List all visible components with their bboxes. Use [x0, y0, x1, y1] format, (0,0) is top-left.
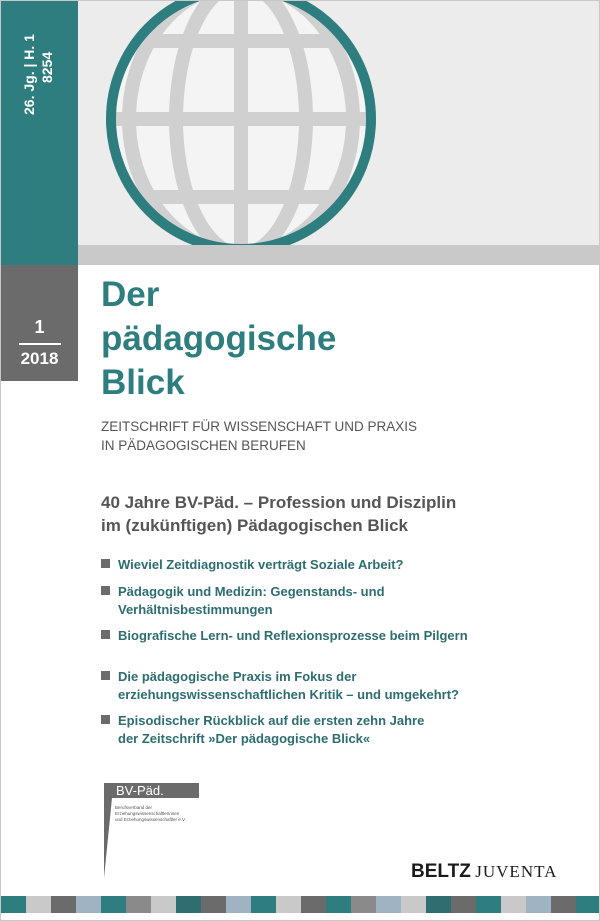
association-logo [104, 783, 208, 878]
article-item: Pädagogik und Medizin: Gegenstands- und Verhältnisbestimmungen [101, 583, 385, 619]
issue-number: 1 [34, 317, 45, 337]
stripe-segment [426, 896, 451, 913]
stripe-segment [476, 896, 501, 913]
square-bullet-icon [101, 559, 110, 568]
issue-year: 2018 [20, 349, 59, 368]
color-stripe [1, 896, 600, 913]
issue-divider [19, 343, 61, 345]
stripe-segment [526, 896, 551, 913]
association-name: BV-Päd. [116, 783, 164, 798]
stripe-segment [226, 896, 251, 913]
stripe-segment [176, 896, 201, 913]
stripe-segment [326, 896, 351, 913]
square-bullet-icon [101, 630, 110, 639]
stripe-segment [76, 896, 101, 913]
stripe-segment [151, 896, 176, 913]
stripe-segment [276, 896, 301, 913]
article-item: Die pädagogische Praxis im Fokus der erziehungswissenschaftlichen Kritik – und umgekehrt? [101, 668, 459, 704]
spine-text [1, 15, 78, 125]
divider-bar [78, 245, 600, 265]
square-bullet-icon [101, 715, 110, 724]
globe-icon [78, 1, 600, 245]
stripe-segment [451, 896, 476, 913]
article-item: Biografische Lern- und Reflexionsprozesse beim Pilgern [101, 627, 468, 645]
stripe-segment [1, 896, 26, 913]
volume-issue-label: 26. Jg. | H. 1 [21, 34, 37, 115]
stripe-segment [376, 896, 401, 913]
stripe-segment [351, 896, 376, 913]
stripe-segment [501, 896, 526, 913]
spine-block [1, 1, 78, 265]
article-item: Episodischer Rückblick auf die ersten zehn Jahre der Zeitschrift »Der pädagogische Blick« [101, 712, 424, 748]
stripe-segment [126, 896, 151, 913]
issn-label: 8254 [39, 51, 55, 83]
square-bullet-icon [101, 671, 110, 680]
article-item: Wieviel Zeitdiagnostik verträgt Soziale Arbeit? [101, 556, 403, 574]
stripe-segment [251, 896, 276, 913]
stripe-segment [26, 896, 51, 913]
stripe-segment [201, 896, 226, 913]
stripe-segment [576, 896, 600, 913]
stripe-segment [51, 896, 76, 913]
stripe-segment [101, 896, 126, 913]
square-bullet-icon [101, 586, 110, 595]
stripe-segment [401, 896, 426, 913]
stripe-segment [551, 896, 576, 913]
journal-subtitle: ZEITSCHRIFT FÜR WISSENSCHAFT UND PRAXIS IN PÄDAGOGISCHEN BERUFEN [101, 419, 418, 453]
journal-title: Der pädagogische Blick [101, 275, 337, 402]
stripe-segment [301, 896, 326, 913]
issue-box [1, 265, 78, 381]
publisher-logo: BELTZ JUVENTA [411, 861, 558, 882]
association-description: Berufsverband der Erziehungswissenschaftlerinnen und Erziehungswissenschaftler e.V. [115, 805, 186, 822]
issue-theme: 40 Jahre BV-Päd. – Profession und Disziplin im (zukünftigen) Pädagogischen Blick [101, 493, 457, 535]
